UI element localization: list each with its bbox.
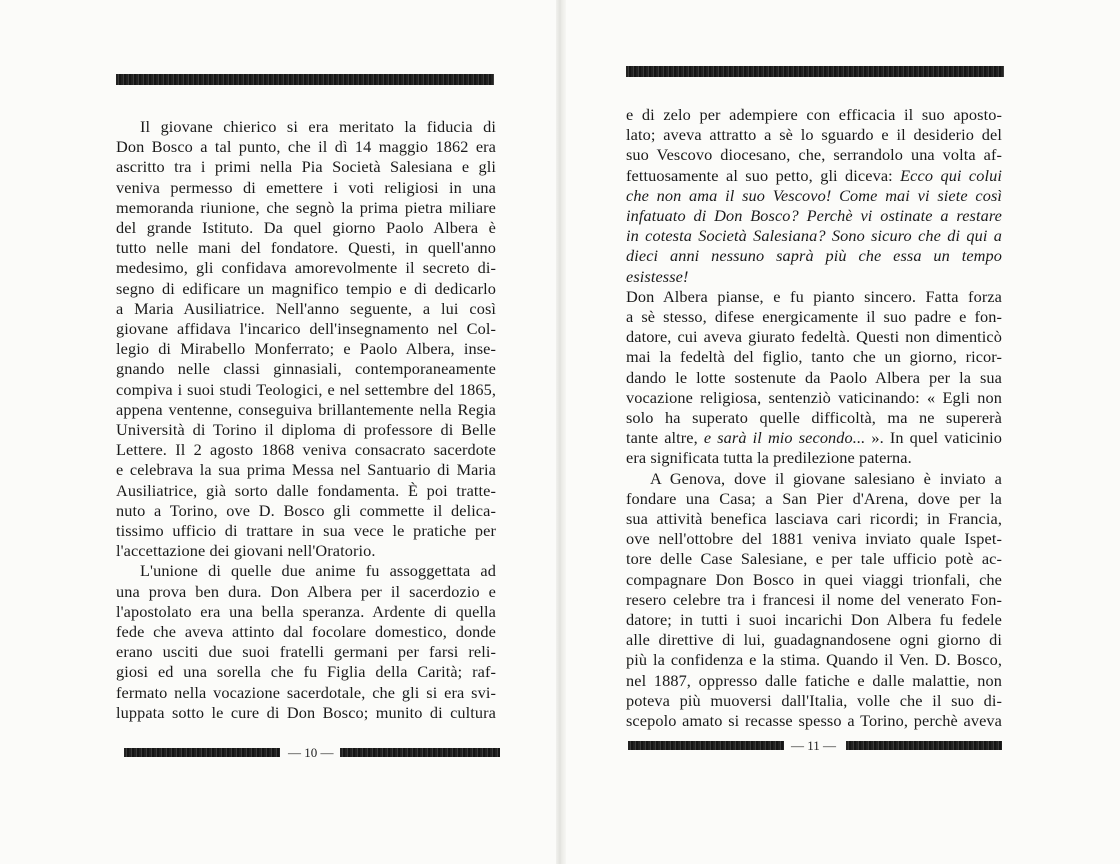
text-line [626,549,1002,569]
text-line [116,117,496,137]
text-line [626,145,1002,165]
text-run: giovane affidava l'incarico dell'insegnamento nel Col- [116,319,496,339]
text-run: sua attività benefica lasciava cari ricordi; in Francia, [626,509,1002,529]
text-line [116,198,496,218]
text-run: resero celebre tra i francesi il nome del venerato Fon- [626,589,1002,609]
text-line [626,630,1002,650]
text-line [116,501,496,521]
text-run: segno di edificare un magnifico tempio e di dedicarlo [116,278,496,298]
text-line [116,157,496,177]
text-run: ove nell'ottobre del 1881 veniva inviato quale Ispet- [626,529,1002,549]
text-line [626,428,1002,448]
text-line [116,703,496,723]
text-run: ascritto tra i primi nella Pia Società Salesiana e gli [116,157,496,177]
text-line [116,622,496,642]
text-run: luppata sotto le cure di Don Bosco; munito di cultura [116,702,496,722]
text-line [626,448,1002,468]
text-run: erano usciti due suoi fratelli germani per farsi reli- [116,642,496,662]
text-line [116,279,496,299]
text-run: medesimo, gli confidava amorevolmente il secreto di- [116,258,496,278]
text-run: l'apostolato era una bella speranza. Ardente di quella [116,601,496,621]
italic-text: che non ama il suo Vescovo! Come mai vi siete così [626,185,1002,205]
text-line [626,186,1002,206]
text-run: datore; in tutti i suoi incarichi Don Albera fu fedele [626,610,1002,630]
text-line [116,602,496,622]
text-line [116,258,496,278]
text-run: Lettere. Il 2 agosto 1868 veniva consacrato sacerdote [116,440,496,460]
text-line [116,400,496,420]
text-line [116,582,496,602]
text-line [626,489,1002,509]
text-run: dando le lotte sostenute da Paolo Albera per la sua [626,367,1002,387]
text-line [626,610,1002,630]
text-run: tore delle Case Salesiane, e per tale ufficio potè ac- [626,549,1002,569]
page-number: — 10 — [288,745,334,760]
text-run: era significata tutta la predilezione paterna. [626,448,912,468]
text-run: legio di Mirabello Monferrato; e Paolo Albera, inse- [116,339,496,359]
text-line [626,590,1002,610]
text-line [626,307,1002,327]
text-line [626,408,1002,428]
right-page [566,0,1120,864]
text-line [626,650,1002,670]
text-line [626,529,1002,549]
text-run: mai la fedeltà del figlio, tanto che un giorno, ricor- [626,347,1002,367]
text-run: nuto a Torino, ove D. Bosco gli commette il delica- [116,500,496,520]
text-run: L'unione di quelle due anime fu assoggettata ad [140,561,496,581]
text-line [626,287,1002,307]
text-line [626,509,1002,529]
text-run: e di zelo per adempiere con efficacia il suo aposto- [626,105,1002,124]
text-line [116,238,496,258]
text-run: solo ha superato quelle difficoltà, ma ne supererà [626,408,1002,428]
text-line [116,420,496,440]
text-run: tissimo ufficio di trattare in sua vece le pratiche per [116,521,496,541]
text-line [116,299,496,319]
text-line [116,359,496,379]
text-line [116,561,496,581]
text-run: ». In quel vaticinio [871,428,1003,448]
text-run: Don Albera pianse, e fu pianto sincero. Fatta forza [626,286,1002,306]
text-run: poteva più muoversi dall'Italia, volle che il suo di- [626,690,1002,710]
text-line [626,105,1002,125]
text-line [116,137,496,157]
left-page [0,0,556,864]
italic-text: Ecco qui colui [900,165,1002,185]
text-run: Ausiliatrice, già sorto dalle fondamenta. È poi tratte- [116,480,496,500]
text-line [116,642,496,662]
text-line [116,662,496,682]
italic-text: dieci anni nessuno saprà più che essa un tempo esistesse! [626,246,1002,286]
text-run: tante altre, [626,428,698,448]
text-run: memoranda riunione, che segnò la prima pietra miliare [116,197,496,217]
text-run: fede che aveva attinto dal focolare domestico, donde [116,622,496,642]
text-run: alle direttive di lui, guadagnandosene ogni giorno di [626,630,1002,650]
text-run: lato; aveva attratto a sè lo sguardo e il desiderio del [626,125,1002,145]
text-line [626,246,1002,286]
footer-rule-right [846,741,1002,750]
text-line [116,521,496,541]
text-run: a Maria Ausiliatrice. Nell'anno seguente, a lui così [116,298,496,318]
text-line [626,711,1002,731]
page-number: — 11 — [791,738,837,753]
header-rule [116,74,494,85]
text-line [626,388,1002,408]
right-page-body [626,105,1002,731]
text-run: scepolo amato si recasse spesso a Torino, perchè aveva [626,711,1002,731]
text-line [116,218,496,238]
text-run: fermato nella vocazione sacerdotale, che gli si era svi- [116,682,496,702]
text-line [116,541,496,561]
text-line [626,570,1002,590]
text-line [626,469,1002,489]
text-run: giosi ed una sorella che fu Figlia della Carità; raf- [116,662,496,682]
text-run: suo Vescovo diocesano, che, serrandolo una volta af- [626,145,1002,165]
header-rule [626,66,1004,77]
book-gutter [556,0,566,864]
text-line [116,683,496,703]
footer-rule-right [340,748,500,757]
text-run: compiva i suoi studi Teologici, e nel settembre del 1865, [116,379,496,399]
text-run: fondare una Casa; a San Pier d'Arena, dove per la [626,488,1002,508]
text-line [116,178,496,198]
text-run: gnando nelle classi ginnasiali, contemporaneamente [116,359,496,379]
text-line [626,125,1002,145]
left-page-body [116,117,496,723]
text-line [626,691,1002,711]
text-run: veniva permesso di emettere i voti religiosi in una [116,177,496,197]
text-run: A Genova, dove il giovane salesiano è inviato a [650,468,1002,488]
text-line [626,206,1002,226]
text-run: Il giovane chierico si era meritato la fiducia di [140,117,496,136]
text-run: una prova ben dura. Don Albera per il sacerdozio e [116,581,496,601]
italic-text: e sarà il mio secondo... [703,428,866,448]
text-run: appena ventenne, conseguiva brillantemente nella Regia [116,399,496,419]
text-line [626,347,1002,367]
footer-rule-left [628,741,784,750]
text-run: l'accettazione dei giovani nell'Oratorio. [116,541,376,561]
text-run: compagnare Don Bosco in quei viaggi trionfali, che [626,569,1002,589]
text-run: tutto nelle mani del fondatore. Questi, in quell'anno [116,238,496,258]
text-line [116,319,496,339]
text-line [116,481,496,501]
text-run: più la confidenza e la stima. Quando il Ven. D. Bosco, [626,650,1002,670]
text-run: vocazione religiosa, sentenziò vaticinando: « Egli non [626,387,1002,407]
text-line [626,671,1002,691]
text-line [626,327,1002,347]
text-line [626,368,1002,388]
text-line [116,440,496,460]
text-run: del grande Istituto. Da quel giorno Paolo Albera è [116,218,496,238]
text-run: nel 1887, oppresso dalle fatiche e dalle malattie, non [626,670,1002,690]
italic-text: in cotesta Società Salesiana? Sono sicuro che di qui a [626,226,1002,246]
text-line [116,380,496,400]
text-run: datore, cui aveva giurato fedeltà. Questi non dimenticò [626,327,1002,347]
text-run: e celebrava la sua prima Messa nel Santuario di Maria [116,460,496,480]
footer-rule-left [124,748,280,757]
text-run: a sè stesso, difese energicamente il suo padre e fon- [626,307,1002,327]
text-line [626,166,1002,186]
text-run: fettuosamente al suo petto, gli diceva: [626,165,893,185]
text-line [116,460,496,480]
italic-text: infatuato di Don Bosco? Perchè vi ostinate a restare [626,206,1002,226]
text-run: Università di Torino il diploma di professore di Belle [116,420,496,440]
text-line [626,226,1002,246]
text-line [116,339,496,359]
text-run: Don Bosco a tal punto, che il dì 14 maggio 1862 era [116,137,496,157]
